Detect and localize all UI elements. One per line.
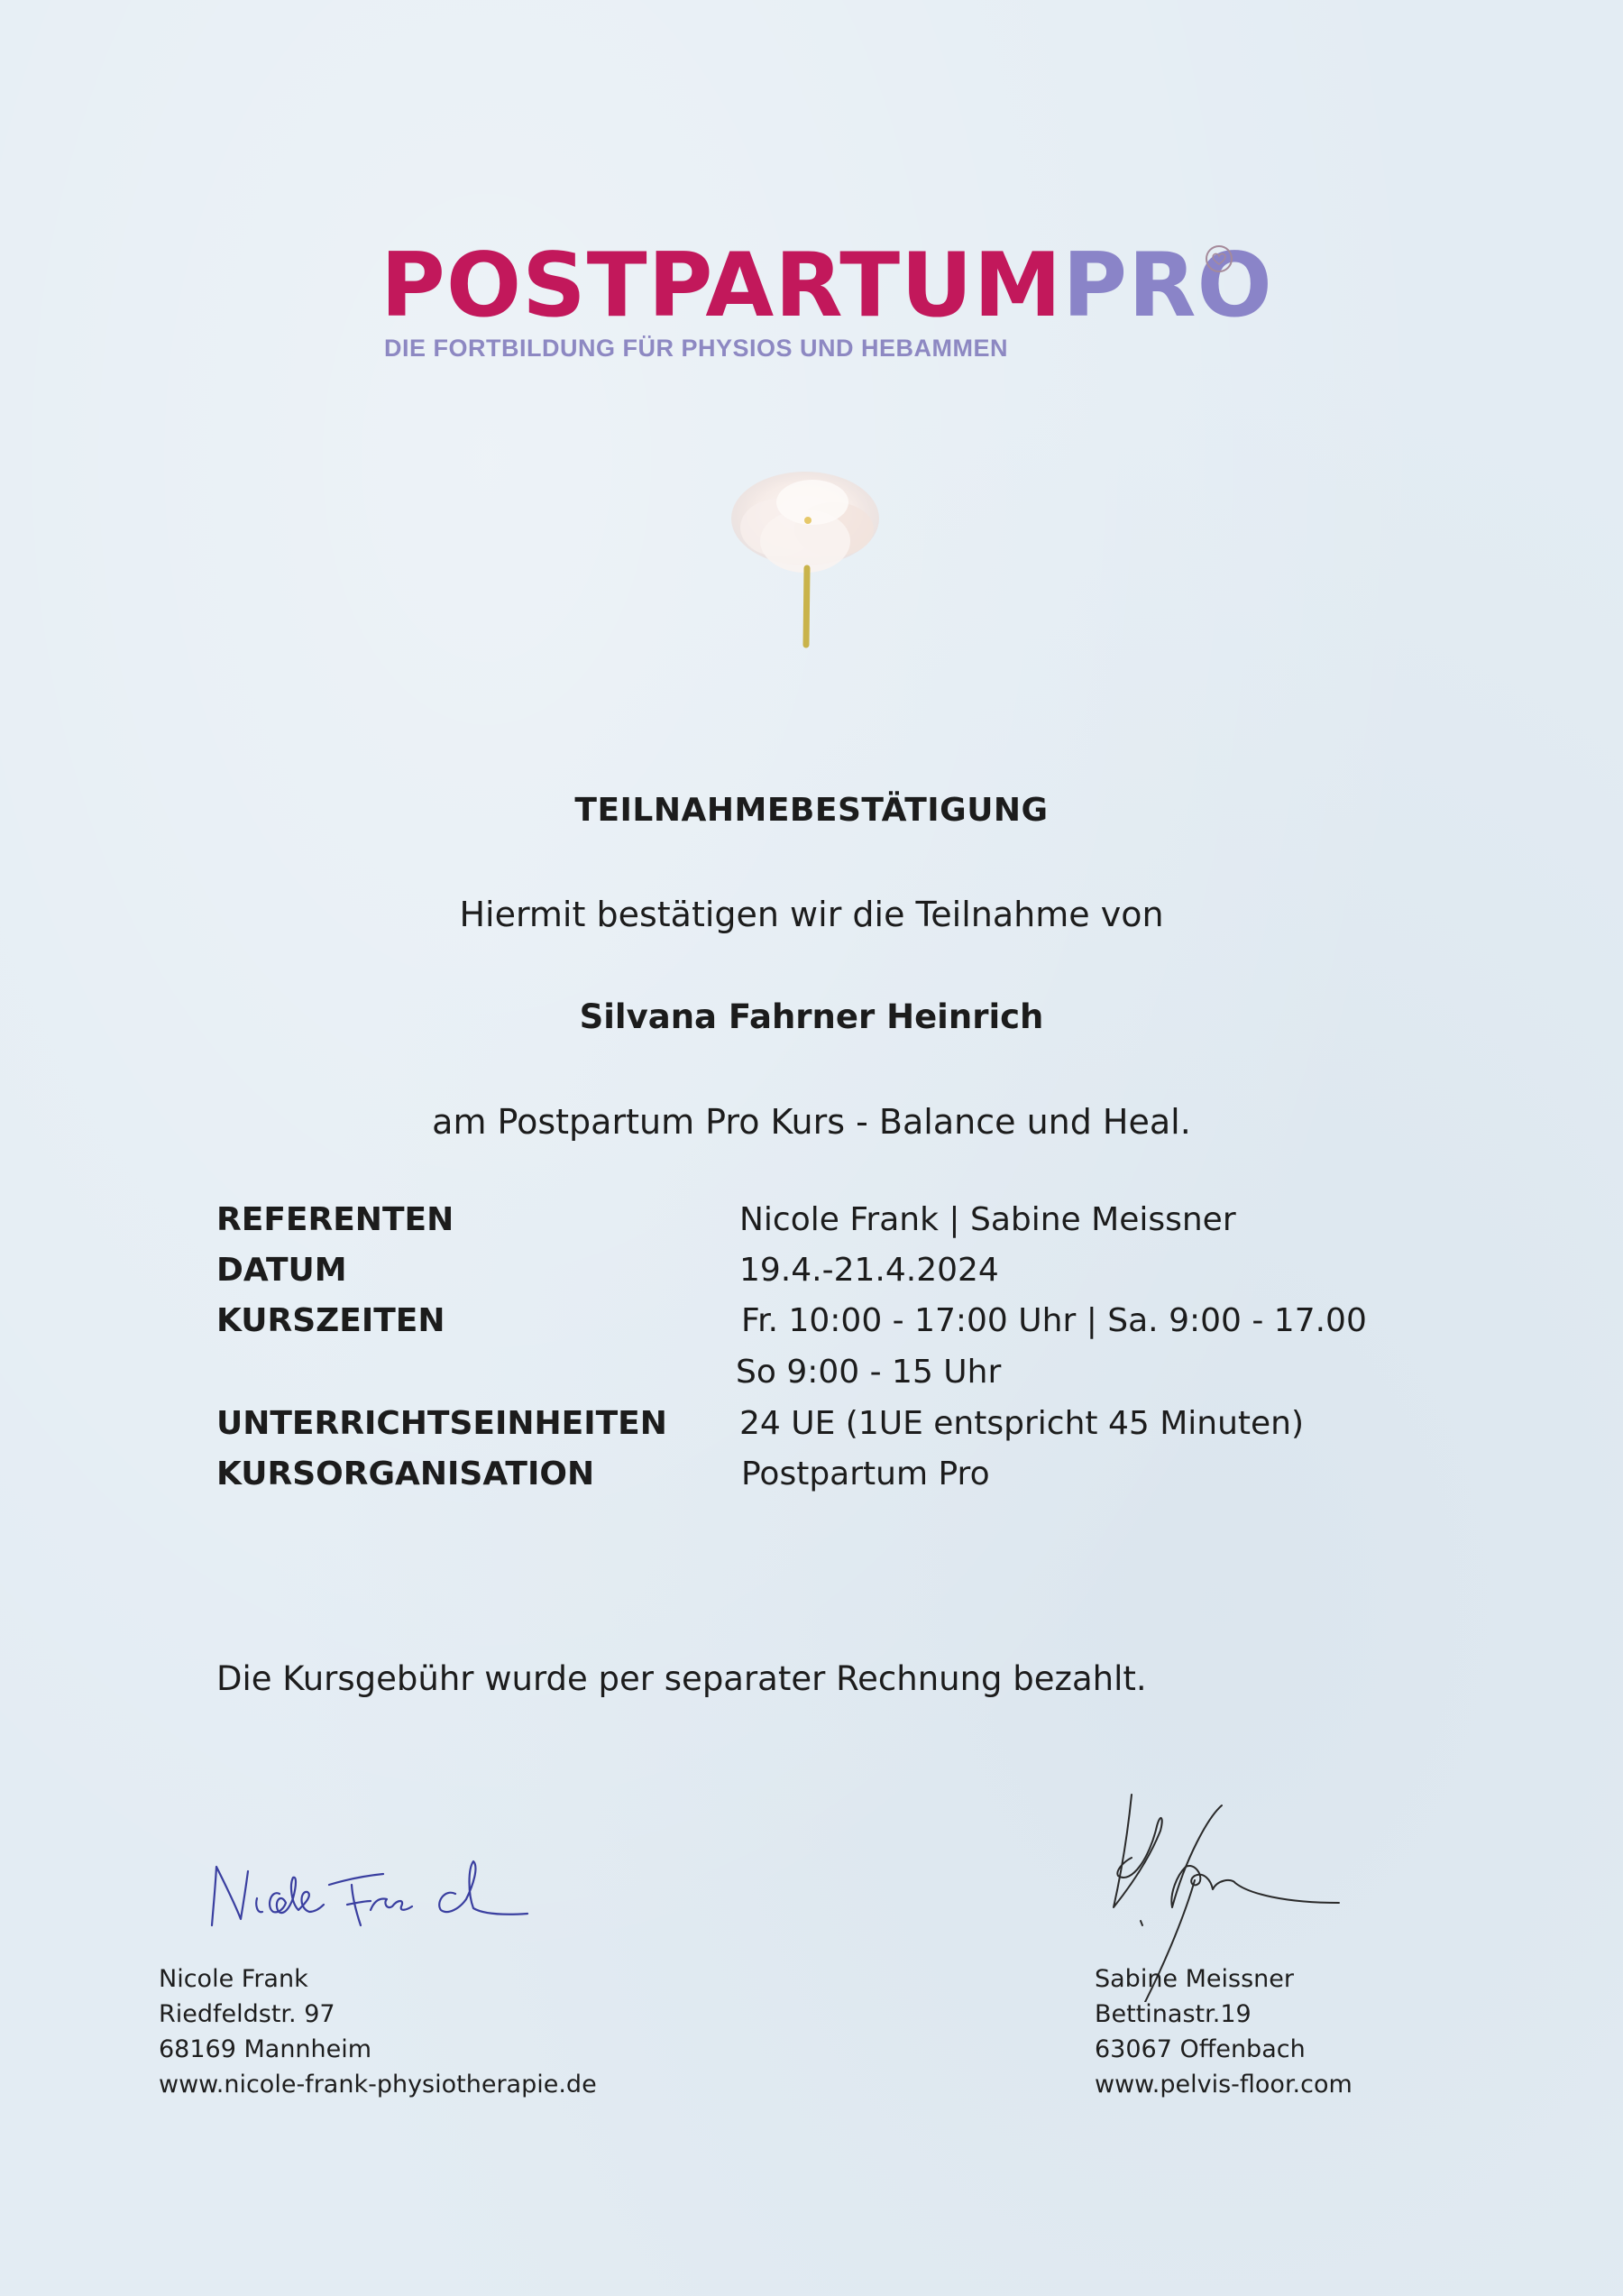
brand-name-primary: POSTPARTUM <box>381 234 1063 337</box>
signatory-city: 68169 Mannheim <box>159 2035 372 2063</box>
flower-petals <box>731 472 879 573</box>
detail-value-kursorganisation: Postpartum Pro <box>741 1456 990 1492</box>
signatory-street: Riedfeldstr. 97 <box>159 2000 335 2028</box>
signatory-address-left <box>159 1961 597 2102</box>
signatory-website-link[interactable]: www.pelvis-floor.com <box>1095 2071 1352 2099</box>
detail-label-kurszeiten: KURSZEITEN <box>216 1302 445 1339</box>
signatory-name: Sabine Meissner <box>1095 1965 1294 1993</box>
signatory-name: Nicole Frank <box>159 1965 308 1993</box>
signatory-city: 63067 Offenbach <box>1095 2035 1306 2063</box>
certificate-intro: Hiermit bestätigen wir die Teilnahme von <box>459 895 1164 934</box>
detail-label-datum: DATUM <box>216 1252 347 1289</box>
detail-value-kurszeiten-sunday: So 9:00 - 15 Uhr <box>736 1354 1002 1391</box>
flower-stem <box>806 568 807 645</box>
participant-name: Silvana Fahrner Heinrich <box>579 997 1044 1036</box>
signatory-website-link[interactable]: www.nicole-frank-physiotherapie.de <box>159 2071 597 2099</box>
brand-tagline: DIE FORTBILDUNG FÜR PHYSIOS UND HEBAMMEN <box>384 335 1009 362</box>
signature-nicole-frank <box>203 1849 582 1930</box>
brand-logo <box>381 234 1273 337</box>
brand-name-secondary: PRO <box>1062 234 1273 337</box>
detail-value-datum: 19.4.-21.4.2024 <box>739 1252 999 1289</box>
detail-label-kursorganisation: KURSORGANISATION <box>216 1456 595 1492</box>
detail-label-referenten: REFERENTEN <box>216 1201 454 1238</box>
flower-illustration <box>715 455 895 649</box>
payment-note: Die Kursgebühr wurde per separater Rechnung bezahlt. <box>216 1659 1147 1698</box>
detail-label-unterrichtseinheiten: UNTERRICHTSEINHEITEN <box>216 1405 667 1442</box>
course-line: am Postpartum Pro Kurs - Balance und Heal. <box>432 1102 1191 1142</box>
signatory-street: Bettinastr.19 <box>1095 2000 1252 2028</box>
detail-value-referenten: Nicole Frank | Sabine Meissner <box>739 1201 1236 1238</box>
detail-value-unterrichtseinheiten: 24 UE (1UE entspricht 45 Minuten) <box>739 1405 1305 1442</box>
signatory-address-right <box>1095 1961 1352 2102</box>
heart-circle-icon <box>1206 245 1233 272</box>
detail-value-kurszeiten: Fr. 10:00 - 17:00 Uhr | Sa. 9:00 - 17.00 <box>741 1302 1367 1339</box>
certificate-heading: TEILNAHMEBESTÄTIGUNG <box>574 792 1049 829</box>
